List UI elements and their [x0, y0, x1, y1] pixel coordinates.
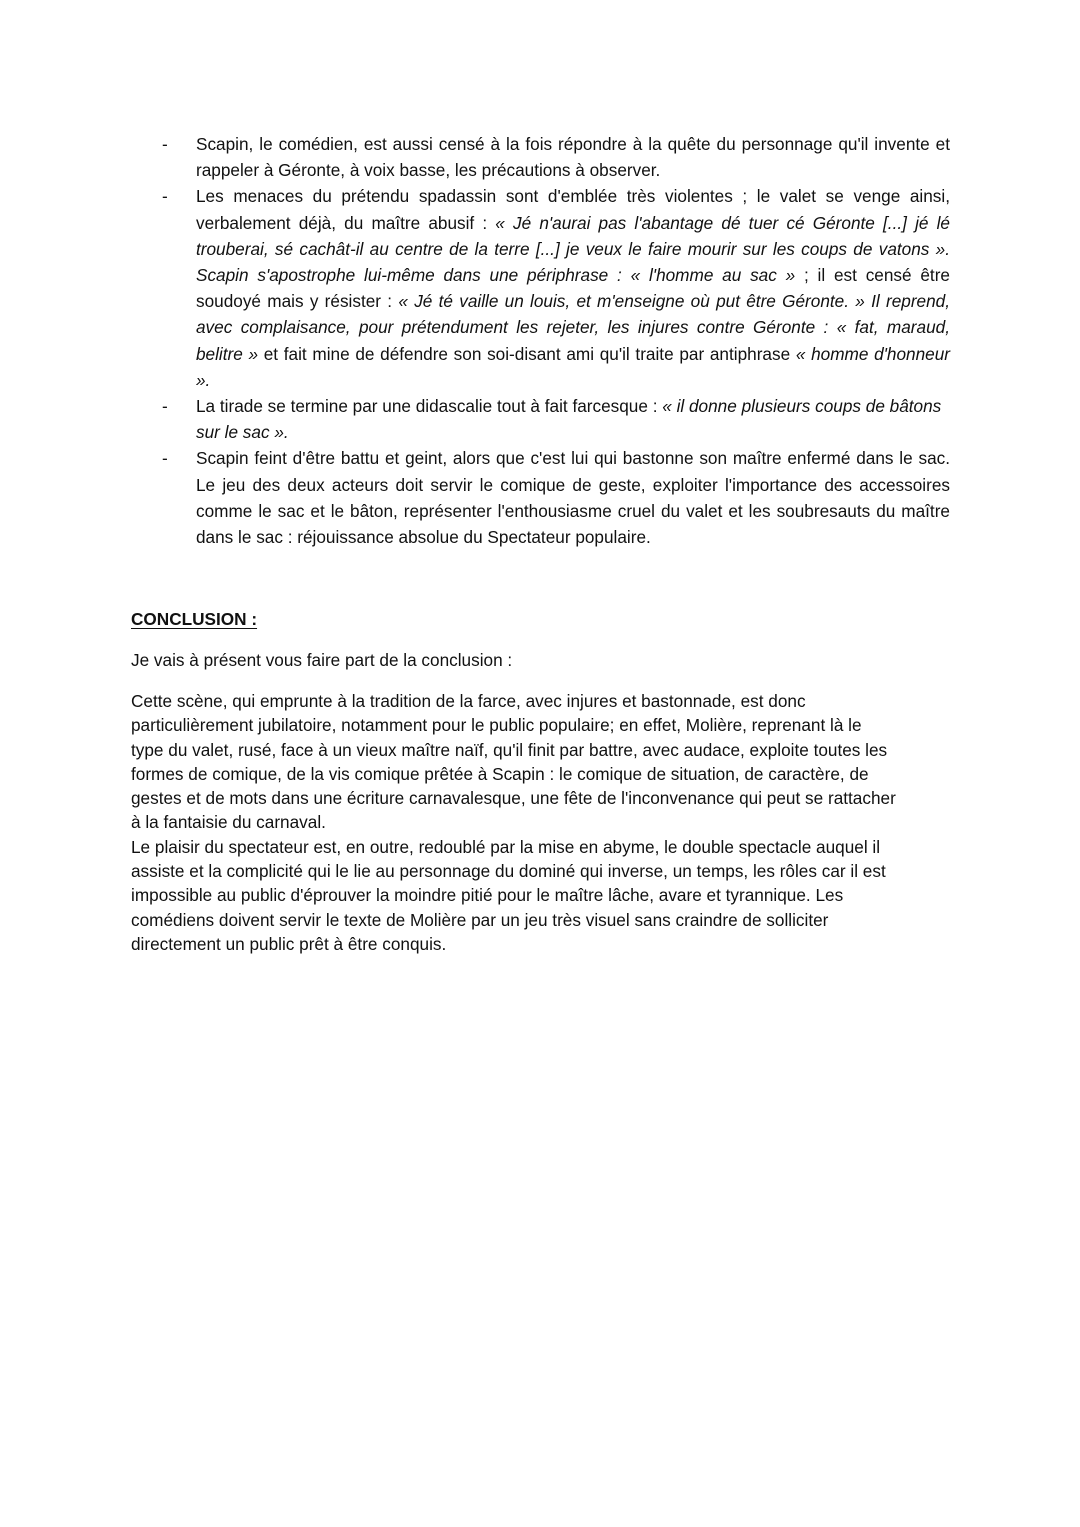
conclusion-line: comédiens doivent servir le texte de Molière par un jeu très visuel sans craindre de solliciter [131, 909, 829, 930]
conclusion-line: gestes et de mots dans une écriture carnavalesque, une fête de l'inconvenance qui peut se rattacher [131, 788, 896, 809]
conclusion-line: impossible au public d'éprouver la moindre pitié pour le maître lâche, avare et tyrannique. Les [131, 885, 844, 906]
bullet-item-2 [150, 183, 950, 393]
conclusion-body [131, 689, 951, 956]
bullet-text: Scapin, le comédien, est aussi censé à la fois répondre à la quête du personnage qu'il invente et rappeler à Géronte, à voix basse, les précautions à observer. [196, 134, 950, 181]
bullet-dash: - [162, 134, 168, 154]
bullet-text: Les menaces du prétendu spadassin sont d'emblée très violentes ; le valet se venge ainsi, verbalement déjà, du maître abusif : [196, 186, 950, 233]
bullet-text: Scapin feint d'être battu et geint, alors que c'est lui qui bastonne son maître enfermé dans le sac. Le jeu des deux acteurs doit servir le comique de geste, exploiter l'importance des accessoires comme le sac et le bâton, représenter l'enthousiasme cruel du valet et les soubresauts du maître dans le sac : réjouissance absolue du Spectateur populaire. [196, 448, 950, 548]
analysis-bullet-list [150, 131, 950, 550]
quote-text: « il donne plusieurs coups de bâtons sur le sac ». [196, 396, 942, 443]
quote-text: « homme d'honneur ». [196, 343, 950, 390]
bullet-text: La tirade se termine par une didascalie tout à fait farcesque : [196, 396, 663, 417]
bullet-item-3 [150, 393, 950, 445]
conclusion-line: type du valet, rusé, face à un vieux maître naïf, qu'il finit par battre, avec audace, exploite toutes les [131, 739, 888, 760]
conclusion-line: formes de comique, de la vis comique prêtée à Scapin : le comique de situation, de caractère, de [131, 763, 869, 784]
conclusion-line: Le plaisir du spectateur est, en outre, redoublé par la mise en abyme, le double spectacle auquel il [131, 836, 881, 857]
conclusion-line: particulièrement jubilatoire, notamment pour le public populaire; en effet, Molière, reprenant là le [131, 715, 862, 736]
conclusion-intro: Je vais à présent vous faire part de la conclusion : [131, 650, 513, 670]
bullet-dash: - [162, 396, 168, 417]
conclusion-line: directement un public prêt à être conquis. [131, 933, 447, 954]
quote-text: « Jé n'aurai pas l'abantage dé tuer cé Géronte [...] jé lé trouberai, sé cachât-il au centre de la terre [...] je veux le faire mourir sur les coups de vatons ». Scapin s'apostrophe lui-même dans une périphrase : « l'homme au sac » [196, 212, 950, 286]
conclusion-heading: CONCLUSION : [131, 609, 258, 629]
conclusion-line: assiste et la complicité qui le lie au personnage du dominé qui inverse, un temps, les rôles car il est [131, 861, 886, 882]
bullet-item-4 [150, 445, 950, 550]
conclusion-line: Cette scène, qui emprunte à la tradition de la farce, avec injures et bastonnade, est donc [131, 691, 806, 711]
bullet-dash: - [162, 186, 168, 207]
bullet-item-1 [150, 131, 950, 183]
bullet-text: ; il est censé être soudoyé mais y résister : [196, 265, 950, 312]
bullet-text: et fait mine de défendre son soi-disant ami qu'il traite par antiphrase [258, 343, 796, 364]
bullet-dash: - [162, 448, 168, 469]
quote-text: « Jé té vaille un louis, et m'enseigne où put être Géronte. » Il reprend, avec complaisance, pour prétendument les rejeter, les injures contre Géronte : « fat, maraud, belitre » [196, 291, 950, 364]
conclusion-line: à la fantaisie du carnaval. [131, 812, 326, 833]
